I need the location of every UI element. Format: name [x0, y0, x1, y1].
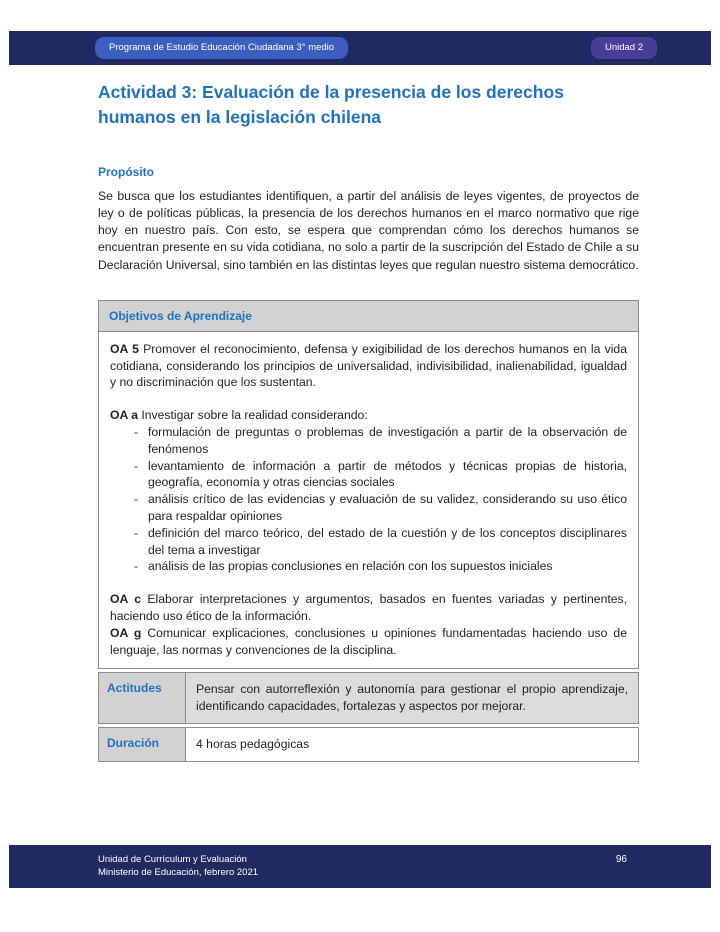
- list-item: - análisis de las propias conclusiones en relación con los supuestos iniciales: [134, 558, 627, 575]
- list-item: - definición del marco teórico, del estado de la cuestión y de los conceptos disciplinares del tema a investigar: [134, 525, 627, 559]
- duracion-text: 4 horas pedagógicas: [186, 727, 639, 762]
- list-item: - levantamiento de información a partir de métodos y técnicas propias de historia, geografía, economía y otras ciencias sociales: [134, 458, 627, 492]
- spacer: [110, 575, 627, 591]
- actitudes-row: [98, 672, 639, 724]
- footer-line2: Ministerio de Educación, febrero 2021: [98, 867, 259, 878]
- oag-paragraph: [110, 625, 627, 659]
- duracion-label: Duración: [98, 727, 186, 762]
- page-content: [98, 80, 639, 762]
- objetivos-table-body: [98, 332, 639, 670]
- duracion-row: [98, 727, 639, 762]
- oa5-text: Promover el reconocimiento, defensa y exigibilidad de los derechos humanos en la vida cotidiana, considerando los principios de universalidad, indivisibilidad, inalienabilidad, igualdad y no discriminación que los sustentan.: [110, 341, 627, 390]
- unit-badge: Unidad 2: [591, 37, 657, 59]
- oa5-paragraph: [110, 341, 627, 391]
- page-title: Actividad 3: Evaluación de la presencia de los derechos humanos en la legislación chilena: [98, 82, 564, 128]
- oaa-paragraph: [110, 407, 627, 424]
- objetivos-table-header: Objetivos de Aprendizaje: [98, 300, 639, 332]
- oaa-bullet-list: [110, 424, 627, 575]
- footer-credits: [98, 853, 258, 888]
- oa5-label: OA 5: [110, 341, 139, 356]
- footer-line1: Unidad de Currículum y Evaluación: [98, 854, 247, 865]
- oaa-label: OA a: [110, 408, 138, 423]
- actitudes-text: Pensar con autorreflexión y autonomía para gestionar el propio aprendizaje, identificando capacidades, fortalezas y aspectos por mejorar.: [186, 672, 639, 724]
- top-banner: [9, 31, 711, 65]
- spacer: [110, 391, 627, 407]
- proposito-heading: Propósito: [98, 164, 154, 179]
- oac-paragraph: [110, 591, 627, 625]
- oaa-text: Investigar sobre la realidad considerando:: [141, 408, 368, 423]
- oag-text: Comunicar explicaciones, conclusiones u opiniones fundamentadas haciendo uso de lenguaje, las normas y convenciones de la disciplina.: [110, 625, 627, 657]
- list-item: - formulación de preguntas o problemas de investigación a partir de la observación de fenómenos: [134, 424, 627, 458]
- oac-text: Elaborar interpretaciones y argumentos, basados en fuentes variadas y pertinentes, haciendo uso ético de la información.: [110, 592, 627, 623]
- oag-label: OA g: [110, 625, 142, 640]
- objetivos-table: [98, 300, 639, 762]
- footer-banner: [9, 845, 711, 888]
- page-number: 96: [615, 854, 627, 865]
- proposito-paragraph: Se busca que los estudiantes identifiquen, a partir del análisis de leyes vigentes, de proyectos de ley o de políticas públicas, la presencia de los derechos humanos en el marco normativo que rige hoy en nuestro país. Con esto, se espera que comprendan cómo los derechos humanos se encuentran presente en su vida cotidiana, no solo a partir de la suscripción del Estado de Chile a su Declaración Universal, sino también en las distintas leyes que regulan nuestro sistema democrático.: [98, 188, 639, 272]
- list-item: - análisis crítico de las evidencias y evaluación de su validez, considerando su uso ético para respaldar opiniones: [134, 491, 627, 525]
- actitudes-label: Actitudes: [98, 672, 186, 724]
- oac-label: OA c: [110, 592, 141, 607]
- program-badge: Programa de Estudio Educación Ciudadana 3° medio: [95, 37, 348, 59]
